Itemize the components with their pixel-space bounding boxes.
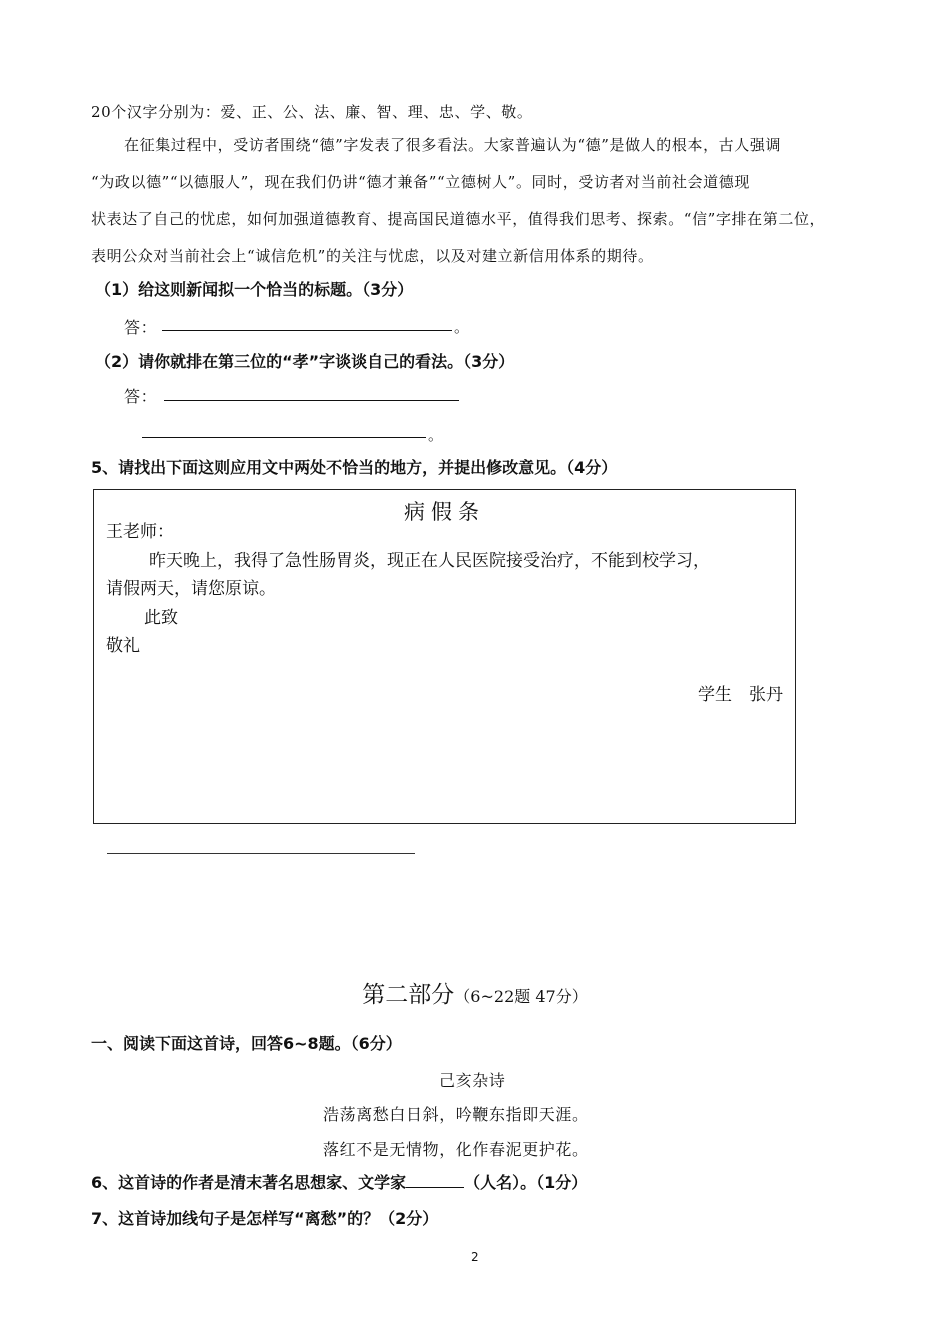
- note-closing-2: 敬礼: [106, 636, 140, 656]
- note-salutation: 王老师：: [106, 522, 174, 542]
- intro-line-3: “为政以德”“以德服人”，现在我们仍讲“德才兼备”“立德树人”。同时，受访者对当前社会道德现: [91, 173, 750, 191]
- answer-line[interactable]: [142, 437, 426, 438]
- poem-line-2: 落红不是无情物，化作春泥更护花。: [323, 1140, 589, 1159]
- intro-line-1: 20个汉字分别为：爱、正、公、法、廉、智、理、忠、学、敬。: [91, 103, 533, 121]
- sick-leave-note: [93, 489, 796, 824]
- question-6-text: 6、这首诗的作者是清末著名思想家、文学家: [91, 1173, 407, 1192]
- note-body-line-2: 请假两天，请您原谅。: [106, 579, 276, 599]
- answer-label: 答：: [124, 318, 158, 337]
- question-4-2-prompt: （2）请你就排在第三位的“孝”字谈谈自己的看法。（3分）: [95, 352, 515, 371]
- part-2-title-sub: （6~22题 47分）: [454, 987, 588, 1006]
- note-closing-1: 此致: [144, 608, 178, 628]
- note-title: 病假条: [404, 500, 485, 524]
- part-2-title: [0, 976, 950, 1009]
- answer-period: 。: [454, 318, 470, 336]
- poem-line-1: 浩荡离愁白日斜，吟鞭东指即天涯。: [323, 1105, 589, 1124]
- answer-line[interactable]: [162, 330, 452, 331]
- answer-label: 答：: [124, 387, 158, 406]
- section-1-heading: 一、阅读下面这首诗，回答6~8题。（6分）: [91, 1034, 402, 1053]
- intro-line-5: 表明公众对当前社会上“诚信危机”的关注与忧虑，以及对建立新信用体系的期待。: [91, 247, 654, 265]
- author-blank[interactable]: [406, 1173, 464, 1188]
- intro-line-2: 在征集过程中，受访者围绕“德”字发表了很多看法。大家普遍认为“德”是做人的根本，古人强调: [124, 136, 782, 154]
- part-2-title-main: 第二部分: [362, 982, 455, 1008]
- answer-period: 。: [428, 426, 444, 444]
- poem-title: 己亥杂诗: [439, 1071, 506, 1090]
- footnote-separator: [107, 853, 415, 854]
- intro-line-4: 状表达了自己的忧虑，如何加强道德教育、提高国民道德水平，值得我们思考、探索。“信”字排在第二位，: [91, 210, 826, 228]
- question-5-prompt: 5、请找出下面这则应用文中两处不恰当的地方，并提出修改意见。（4分）: [91, 458, 618, 477]
- page-number: 2: [471, 1250, 479, 1264]
- note-signature: 学生 张丹: [698, 685, 783, 705]
- note-body-line-1: 昨天晚上，我得了急性肠胃炎，现正在人民医院接受治疗，不能到校学习，: [149, 551, 710, 571]
- question-6: [91, 1170, 587, 1193]
- question-6-text-end: （人名）。（1分）: [464, 1173, 588, 1192]
- question-7-prompt: 7、这首诗加线句子是怎样写“离愁”的？（2分）: [91, 1209, 439, 1228]
- question-4-1-prompt: （1）给这则新闻拟一个恰当的标题。（3分）: [95, 280, 414, 299]
- answer-line[interactable]: [164, 400, 459, 401]
